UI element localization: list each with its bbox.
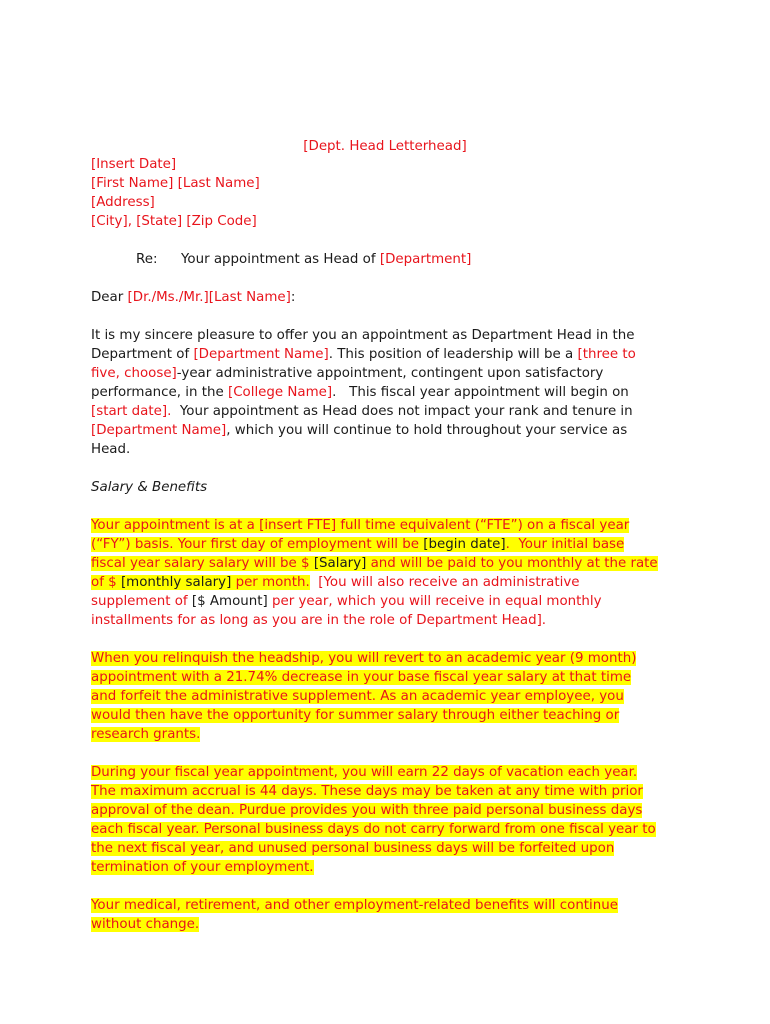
vacation-line-1 xyxy=(91,763,637,782)
intro-text: , which you will continue to hold throughout your service as xyxy=(226,423,628,438)
salary-text: (“FY”) basis. Your first day of employment will be xyxy=(91,537,424,552)
vacation-text: During your fiscal year appointment, you will earn 22 days of vacation each year. xyxy=(91,765,638,780)
salary-line-2 xyxy=(91,535,624,554)
vacation-text: the next fiscal year, and unused personal business days will be forfeited upon xyxy=(91,841,615,856)
monthly-salary-field: [monthly salary] xyxy=(120,575,232,590)
salary-field: [Salary] xyxy=(313,556,367,571)
salutation-dear: Dear xyxy=(91,290,128,305)
benefits-line-1 xyxy=(91,896,618,915)
salary-text: of $ xyxy=(91,575,121,590)
benefits-text: Your medical, retirement, and other employment-related benefits will continue xyxy=(91,898,618,913)
relinquish-text: When you relinquish the headship, you will revert to an academic year (9 month) xyxy=(91,651,637,666)
salary-line-3 xyxy=(91,554,658,573)
relinquish-line-3 xyxy=(91,687,624,706)
salary-text: Your appointment is at a [insert FTE] full time equivalent (“FTE”) on a fiscal year xyxy=(91,518,630,533)
salutation xyxy=(91,288,295,307)
vacation-text: termination of your employment. xyxy=(91,860,314,875)
begin-date-field: [begin date] xyxy=(423,537,506,552)
vacation-line-5 xyxy=(91,839,614,858)
section-heading: Salary & Benefits xyxy=(91,480,208,495)
intro-text: . This position of leadership will be a xyxy=(328,347,578,362)
salary-line-1 xyxy=(91,516,629,535)
vacation-line-6 xyxy=(91,858,314,877)
intro-text: Department of xyxy=(91,347,194,362)
intro-line-7: Head. xyxy=(91,442,131,457)
vacation-text: each fiscal year. Personal business days do not carry forward from one fiscal year to xyxy=(91,822,656,837)
intro-text: Your appointment as Head does not impact your rank and tenure in xyxy=(171,404,633,419)
re-department: [Department] xyxy=(379,252,472,267)
salary-line-5 xyxy=(91,592,602,611)
relinquish-text: would then have the opportunity for summer salary through either teaching or xyxy=(91,708,620,723)
start-date-placeholder: [start date]. xyxy=(91,404,172,419)
vacation-line-4 xyxy=(91,820,656,839)
recipient-address: [Address] xyxy=(91,195,155,210)
relinquish-text: appointment with a 21.74% decrease in your base fiscal year salary at that time xyxy=(91,670,632,685)
intro-line-4 xyxy=(91,383,629,402)
recipient-name: [First Name] [Last Name] xyxy=(91,176,260,191)
recipient-city: [City], [State] [Zip Code] xyxy=(91,214,257,229)
intro-line-6 xyxy=(91,421,627,440)
relinquish-text: research grants. xyxy=(91,727,201,742)
relinquish-line-1 xyxy=(91,649,636,668)
relinquish-line-4 xyxy=(91,706,619,725)
supplement-amount-field: [$ Amount] xyxy=(191,594,268,609)
salary-text: and will be paid to you monthly at the rate xyxy=(366,556,658,571)
department-name-placeholder: [Department Name] xyxy=(91,423,227,438)
salary-text: fiscal year salary salary will be $ xyxy=(91,556,314,571)
salary-text: per month. xyxy=(231,575,310,590)
intro-text: -year administrative appointment, contingent upon satisfactory xyxy=(176,366,604,381)
intro-line-2 xyxy=(91,345,636,364)
intro-line-5 xyxy=(91,402,633,421)
relinquish-line-5 xyxy=(91,725,200,744)
relinquish-text: and forfeit the administrative supplement. As an academic year employee, you xyxy=(91,689,624,704)
salary-line-4 xyxy=(91,573,579,592)
supplement-text: per year, which you will receive in equal monthly xyxy=(267,594,602,609)
college-name-placeholder: [College Name] xyxy=(227,385,333,400)
salary-line-6: installments for as long as you are in the role of Department Head]. xyxy=(91,613,547,628)
re-text: Your appointment as Head of xyxy=(181,252,380,267)
intro-text: . This fiscal year appointment will begin on xyxy=(332,385,629,400)
benefits-line-2 xyxy=(91,915,199,934)
vacation-line-2 xyxy=(91,782,643,801)
supplement-text: supplement of xyxy=(91,594,192,609)
vacation-text: The maximum accrual is 44 days. These days may be taken at any time with prior xyxy=(91,784,643,799)
vacation-text: approval of the dean. Purdue provides you with three paid personal business days xyxy=(91,803,643,818)
intro-line-3 xyxy=(91,364,603,383)
vacation-line-3 xyxy=(91,801,642,820)
intro-text: performance, in the xyxy=(91,385,228,400)
letterhead: [Dept. Head Letterhead] xyxy=(303,139,467,154)
relinquish-line-2 xyxy=(91,668,631,687)
salutation-colon: : xyxy=(290,290,296,305)
re-line xyxy=(181,250,471,269)
salary-text: . Your initial base xyxy=(505,537,625,552)
salutation-name: [Dr./Ms./Mr.][Last Name] xyxy=(127,290,291,305)
term-placeholder: [three to xyxy=(577,347,636,362)
term-placeholder: five, choose] xyxy=(91,366,177,381)
intro-line-1: It is my sincere pleasure to offer you an appointment as Department Head in the xyxy=(91,328,635,343)
benefits-text: without change. xyxy=(91,917,200,932)
insert-date: [Insert Date] xyxy=(91,157,177,172)
department-name-placeholder: [Department Name] xyxy=(193,347,329,362)
re-label: Re: xyxy=(136,252,158,267)
supplement-text: [You will also receive an administrative xyxy=(309,575,580,590)
